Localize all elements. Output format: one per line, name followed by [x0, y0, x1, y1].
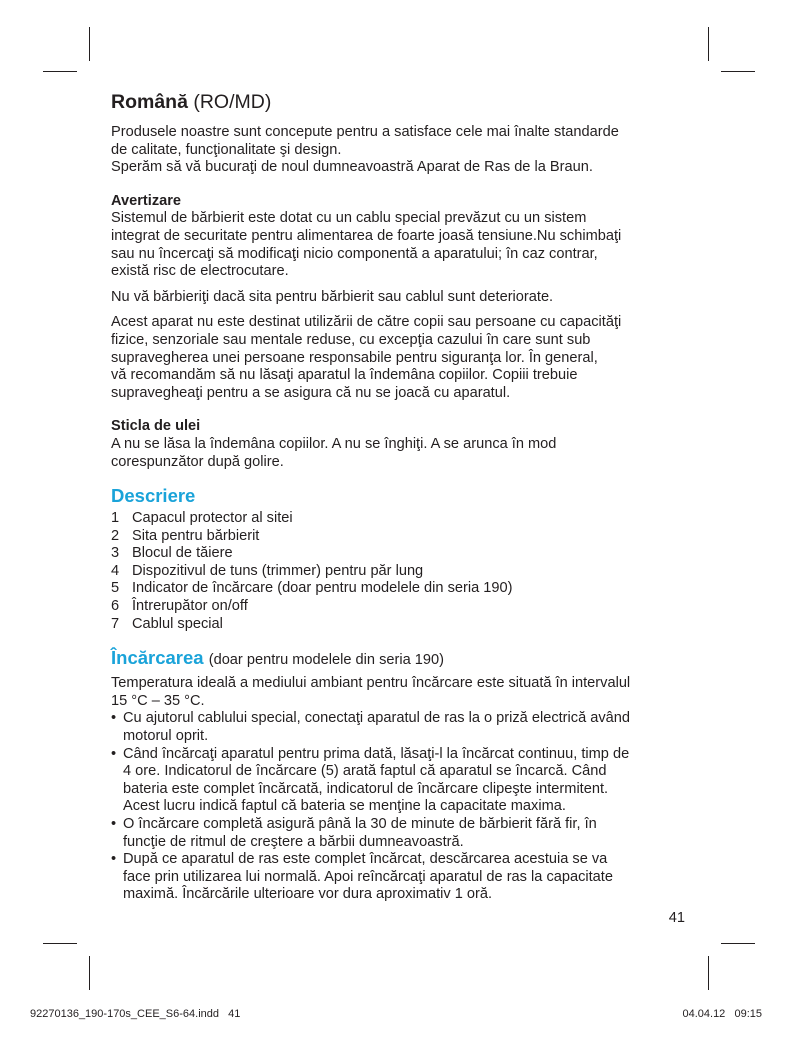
list-item — [111, 563, 686, 581]
crop-mark-top-right-vertical — [708, 27, 709, 61]
bullet-icon: • — [111, 851, 117, 868]
intro-paragraph — [111, 124, 686, 177]
charging-intro-line: Temperatura ideală a mediului ambiant pentru încărcare este situată în intervalul — [111, 675, 631, 692]
crop-mark-top-left-horizontal — [43, 71, 77, 72]
crop-mark-bottom-right-vertical — [708, 956, 709, 990]
warning-line: există risc de electrocutare. — [111, 263, 289, 280]
warning-line: sau nu încercaţi să modificaţi nicio componentă a aparatului; în caz contrar, — [111, 245, 598, 262]
oil-heading: Sticla de ulei — [111, 418, 201, 435]
item-text: Blocul de tăiere — [132, 545, 233, 562]
list-item — [111, 598, 686, 616]
crop-mark-bottom-left-vertical — [89, 956, 90, 990]
page-number: 41 — [668, 910, 685, 926]
bullet-line: funcţie de ritmul de creştere a bărbii dumneavoastră. — [123, 833, 464, 850]
item-text: Dispozitivul de tuns (trimmer) pentru păr lung — [132, 562, 424, 579]
item-number: 5 — [111, 580, 120, 597]
bullet-item — [111, 851, 686, 904]
warning-line: supravegherea unei persoane responsabile pentru siguranţa lor. În general, — [111, 349, 598, 366]
page-title — [111, 90, 686, 114]
bullet-line: O încărcare completă asigură până la 30 de minute de bărbierit fără fir, în — [123, 816, 597, 832]
item-text: Întrerupător on/off — [132, 598, 248, 615]
bullet-icon: • — [111, 745, 117, 762]
language-code: (RO/MD) — [193, 91, 272, 113]
item-text: Sita pentru bărbierit — [132, 527, 260, 544]
warning-line: vă recomandăm să nu lăsaţi aparatul la îndemâna copiilor. Copiii trebuie — [111, 367, 578, 384]
description-list — [111, 510, 686, 633]
item-text: Capacul protector al sitei — [132, 510, 293, 527]
item-number: 7 — [111, 615, 120, 632]
intro-line: de calitate, funcţionalitate şi design. — [111, 141, 342, 158]
bullet-text — [123, 816, 597, 851]
crop-mark-top-left-vertical — [89, 27, 90, 61]
charging-bullets — [111, 710, 686, 904]
bullet-line: face prin utilizarea lui normală. Apoi reîncărcaţi aparatul de ras la capacitate — [123, 868, 613, 885]
list-item — [111, 510, 686, 528]
charging-intro-line: 15 °C – 35 °C. — [111, 692, 205, 709]
bullet-line: bateria este complet încărcată, indicatorul de încărcare clipeşte intermitent. — [123, 780, 609, 797]
bullet-line: După ce aparatul de ras este complet încărcat, descărcarea acestuia se va — [123, 851, 608, 868]
intro-line: Produsele noastre sunt concepute pentru a satisface cele mai înalte standarde — [111, 124, 619, 140]
crop-mark-bottom-left-horizontal — [43, 943, 77, 944]
oil-line: A nu se lăsa la îndemâna copiilor. A nu se înghiţi. A se arunca în mod — [111, 435, 557, 452]
warning-damage-paragraph: Nu vă bărbieriţi dacă sita pentru bărbierit sau cablul sunt deteriorate. — [111, 288, 554, 305]
warning-line: Acest aparat nu este destinat utilizării de către copii sau persoane cu capacităţi — [111, 314, 622, 331]
bullet-item — [111, 710, 686, 745]
bullet-icon: • — [111, 710, 117, 727]
warning-children-paragraph — [111, 314, 686, 402]
intro-line: Sperăm să vă bucuraţi de noul dumneavoastră Aparat de Ras de la Braun. — [111, 159, 593, 176]
item-number: 1 — [111, 510, 120, 527]
bullet-icon: • — [111, 816, 117, 832]
bullet-item — [111, 746, 686, 816]
bullet-line: Acest lucru indică faptul că bateria se menţine la capacitate maxima. — [123, 798, 566, 815]
bullet-text — [123, 710, 630, 745]
item-number: 6 — [111, 598, 120, 615]
description-heading: Descriere — [111, 485, 196, 507]
list-item — [111, 616, 686, 634]
charging-note: (doar pentru modelele din seria 190) — [208, 652, 444, 669]
item-text: Cablul special — [132, 615, 223, 632]
footer-datetime: 04.04.12 09:15 — [682, 1008, 762, 1020]
bullet-item — [111, 816, 686, 851]
language-name: Română — [111, 91, 188, 113]
warning-line: integrat de securitate pentru alimentarea de foarte joasă tensiune.Nu schimbaţi — [111, 227, 622, 244]
charging-heading: Încărcarea — [111, 647, 204, 669]
page-content — [111, 90, 686, 904]
list-item — [111, 545, 686, 563]
list-item — [111, 528, 686, 546]
bullet-line: maximă. Încărcările ulterioare vor dura aproximativ 1 oră. — [123, 886, 493, 903]
charging-intro — [111, 675, 686, 710]
item-number: 3 — [111, 545, 120, 562]
crop-mark-top-right-horizontal — [721, 71, 755, 72]
list-item — [111, 580, 686, 598]
footer-file-info: 92270136_190-170s_CEE_S6-64.indd 41 — [30, 1008, 241, 1020]
charging-heading-row — [111, 647, 686, 671]
bullet-line: motorul oprit. — [123, 728, 209, 745]
bullet-line: Cu ajutorul cablului special, conectaţi aparatul de ras la o priză electrică având — [123, 710, 631, 727]
bullet-line: 4 ore. Indicatorul de încărcare (5) arată faptul că aparatul se încarcă. Când — [123, 763, 607, 780]
warning-paragraph — [111, 193, 686, 281]
oil-paragraph — [111, 418, 686, 471]
warning-line: supravegheaţi pentru a se asigura că nu se joacă cu aparatul. — [111, 384, 511, 401]
warning-heading: Avertizare — [111, 192, 182, 209]
item-number: 4 — [111, 562, 120, 579]
item-text: Indicator de încărcare (doar pentru modelele din seria 190) — [132, 580, 513, 597]
warning-line: fizice, senzoriale sau mentale reduse, cu excepţia cazului în care sunt sub — [111, 331, 591, 348]
bullet-text — [123, 851, 613, 904]
bullet-line: Când încărcaţi aparatul pentru prima dată, lăsaţi-l la încărcat continuu, timp de — [123, 745, 630, 762]
warning-line: Sistemul de bărbierit este dotat cu un cablu special prevăzut cu un sistem — [111, 210, 587, 227]
crop-mark-bottom-right-horizontal — [721, 943, 755, 944]
oil-line: corespunzător după golire. — [111, 453, 284, 470]
item-number: 2 — [111, 527, 120, 544]
bullet-text — [123, 746, 629, 816]
